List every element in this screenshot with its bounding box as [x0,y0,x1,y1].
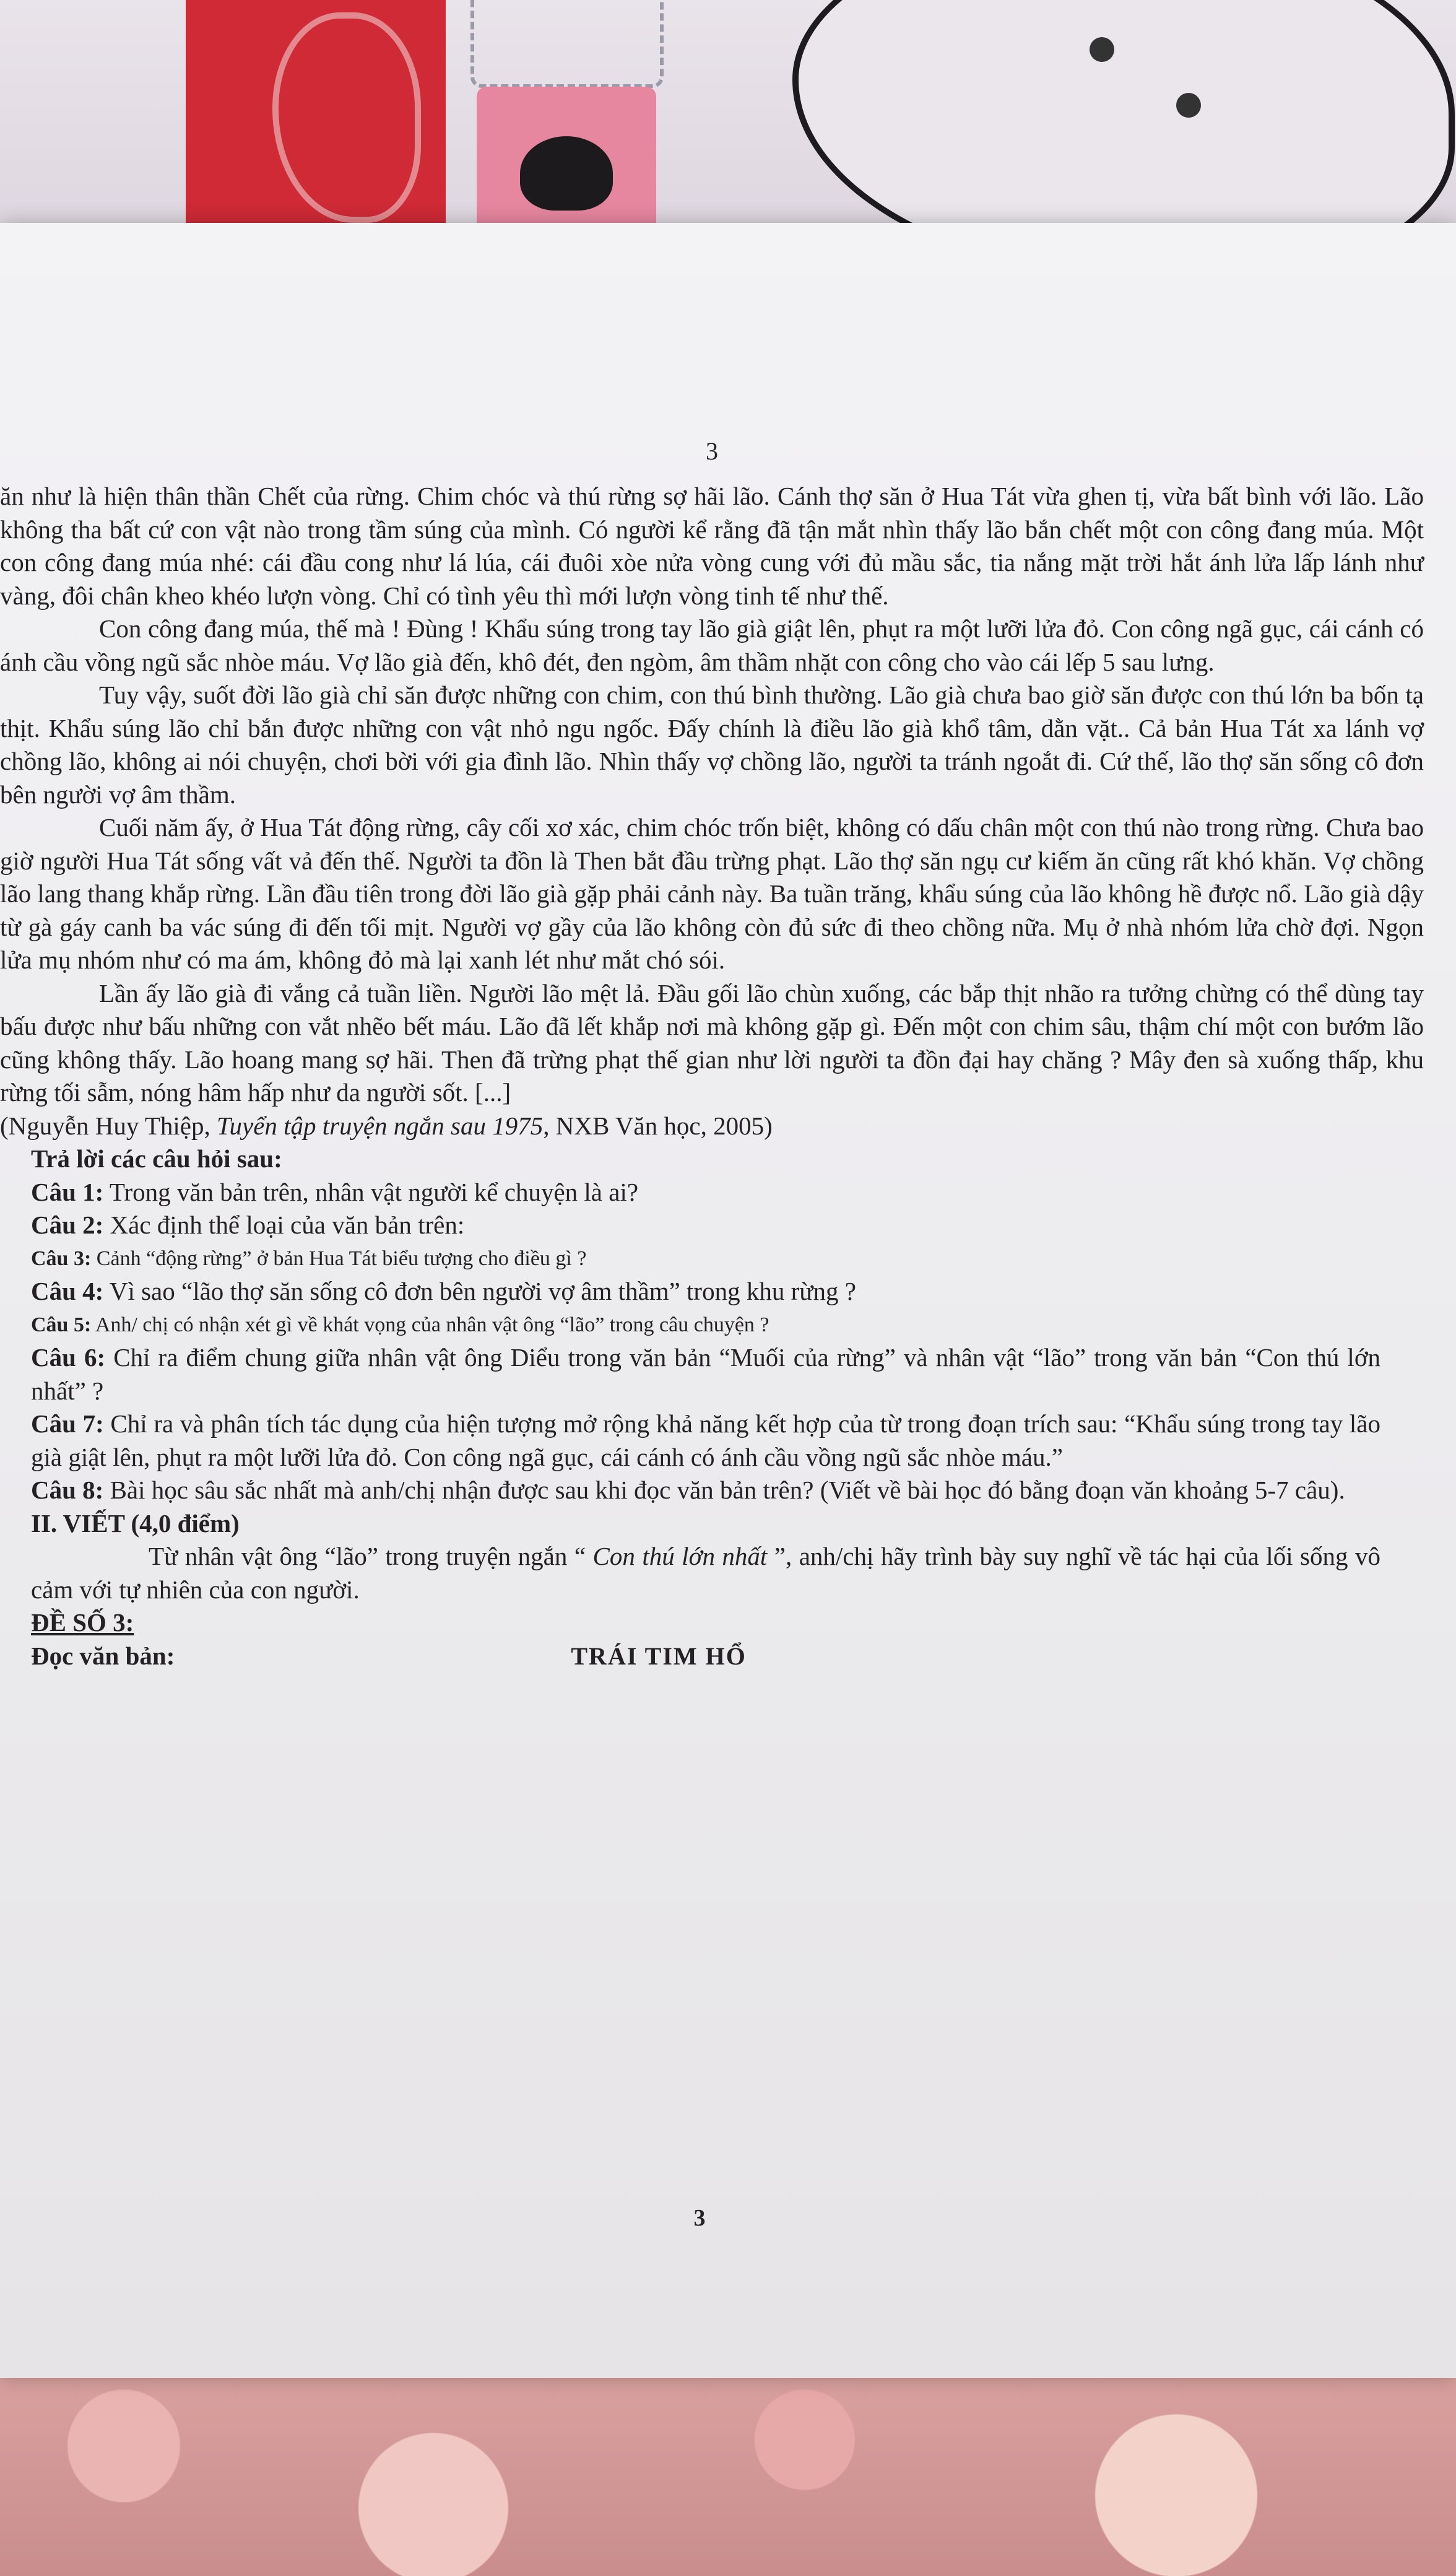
question-2 [0,1209,1424,1242]
question-3 [0,1242,1424,1276]
question-text: Vì sao “lão thợ săn sống cô đơn bên người vợ âm thầm” trong khu rừng ? [103,1277,856,1305]
document-page [0,223,1456,2378]
writing-prompt-before: Từ nhân vật ông “lão” trong truyện ngắn “ [149,1542,593,1570]
question-5 [0,1308,1424,1342]
reading-title: TRÁI TIM HỔ [571,1642,747,1670]
red-box [186,0,446,260]
passage-paragraph-4: Cuối năm ấy, ở Hua Tát động rừng, cây cối xơ xác, chim chóc trốn biệt, không có dấu chân một con thú nào trong rừng. Chưa bao giờ người Hua Tát sống vất vả đến thế. Người ta đồn là Then bắt đầu trừng phạt. Lão thợ săn ngụ cư kiếm ăn cũng rất khó khăn. Vợ chồng lão lang thang khắp rừng. Lần đầu tiên trong đời lão già gặp phải cảnh này. Ba tuần trăng, khẩu súng của lão không hề được nổ. Lão già dậy từ gà gáy canh ba vác súng đi đến tối mịt. Người vợ gầy của lão không còn đủ sức đi theo chồng nữa. Mụ ở nhà nhóm lửa chờ đợi. Ngọn lửa mụ nhóm như có ma ám, không đỏ mà lại xanh lét như mắt chó sói. [0,813,1424,974]
passage-paragraph-2: Con công đang múa, thế mà ! Đùng ! Khẩu súng trong tay lão già giật lên, phụt ra một lưỡi lửa đỏ. Con công ngã gục, cái cánh có ánh cầu vồng ngũ sắc nhòe máu. Vợ lão già đến, khô đét, đen ngòm, âm thầm nhặt con công cho vào cái lếp 5 sau lưng. [0,614,1424,676]
writing-prompt-after: ”, anh/chị hãy trình bày suy nghĩ về tác hại của lối sống vô cảm với tự nhiên của con người. [31,1542,1380,1604]
questions-heading: Trả lời các câu hỏi sau: [31,1144,282,1173]
citation [0,1110,1424,1143]
passage-paragraph-1: ăn như là hiện thân thần Chết của rừng. Chim chóc và thú rừng sợ hãi lão. Cánh thợ săn ở Hua Tát vừa ghen tị, vừa bất bình với lão. Lão không tha bất cứ con vật nào trong tầm súng của mình. Có người kể rằng đã tận mắt nhìn thấy lão bắn chết một con công đang múa. Một con công đang múa nhé: cái đầu cong như lá lúa, cái đuôi xòe nửa vòng cung với đủ mầu sắc, tia nắng mặt trời hắt ánh lửa lấp lánh như vàng, đôi chân kheo khéo lượn vòng. Chỉ có tình yêu thì mới lượn vòng tinh tế như thế. [0,482,1424,610]
writing-heading: II. VIẾT (4,0 điểm) [31,1508,240,1538]
question-4 [0,1275,1424,1308]
citation-book: Tuyển tập truyện ngắn sau 1975 [216,1111,544,1140]
exam-label: ĐỀ SỐ 3: [31,1608,134,1637]
question-text: Anh/ chị có nhận xét gì về khát vọng của nhân vật ông “lão” trong câu chuyện ? [91,1313,769,1336]
question-label: Câu 5: [31,1313,92,1336]
question-7 [0,1408,1424,1474]
background-bottom [0,2372,1456,2576]
writing-prompt [0,1540,1424,1606]
passage-paragraph-3: Tuy vậy, suốt đời lão già chỉ săn được những con chim, con thú bình thường. Lão già chưa bao giờ săn được con thú lớn ba bốn tạ thịt. Khẩu súng lão chỉ bắn được những con vật nhỏ ngu ngốc. Đấy chính là điều lão già khổ tâm, dằn vặt.. Cả bản Hua Tát xa lánh vợ chồng lão, không ai nói chuyện, chơi bời với gia đình lão. Nhìn thấy vợ chồng lão, người ta tránh ngoắt đi. Cứ thế, lão thợ săn sống cô đơn bên người vợ âm thầm. [0,681,1424,809]
question-1 [0,1176,1424,1209]
question-label: Câu 1: [31,1177,104,1206]
question-text: Bài học sâu sắc nhất mà anh/chị nhận được sau khi đọc văn bản trên? (Viết về bài học đó bằng đoạn văn khoảng 5-7 câu). [103,1476,1345,1504]
question-label: Câu 4: [31,1277,104,1305]
reading-label: Đọc văn bản: [31,1641,175,1670]
question-label: Câu 2: [31,1211,104,1239]
pig-eye [1090,37,1114,62]
footer-page-number: 3 [693,2205,706,2231]
passage-paragraph-5: Lần ấy lão già đi vắng cả tuần liền. Người lão mệt lả. Đầu gối lão chùn xuống, các bắp thịt nhão ra tưởng chừng có thể dùng tay bấu được như bấu những con vắt nhẽo bết máu. Lão đã lết khắp nơi mà không gặp gì. Đến một con chim sâu, thậm chí một con bướm lão cũng không thấy. Lão hoang mang sợ hãi. Then đã trừng phạt thế gian như lời người ta đồn đại hay chăng ? Mây đen sà xuống thấp, khu rừng tối sẫm, nóng hâm hấp như da người sốt. [...] [0,978,1424,1107]
document-body [0,480,1424,1673]
pig-nostril [1176,93,1201,118]
cat-figure [520,136,613,211]
question-text: Trong văn bản trên, nhân vật người kể chuyện là ai? [103,1177,639,1206]
doodle-outline [470,0,664,88]
question-label: Câu 6: [31,1343,106,1372]
citation-prefix: (Nguyễn Huy Thiệp, [0,1111,217,1140]
question-label: Câu 8: [31,1476,104,1504]
page-number: 3 [706,437,718,465]
peacock-outline [272,12,421,223]
question-text: Chỉ ra và phân tích tác dụng của hiện tượng mở rộng khả năng kết hợp của từ trong đoạn trích sau: “Khẩu súng trong tay lão già giật lên, phụt ra một lưỡi lửa đỏ. Con công ngã gục, cái cánh có ánh cầu vồng ngũ sắc nhòe máu.” [31,1409,1380,1471]
question-6 [0,1341,1424,1408]
citation-suffix: , NXB Văn học, 2005) [543,1111,773,1140]
question-label: Câu 3: [31,1247,92,1270]
reading-row [0,1640,1424,1673]
question-text: Xác định thể loại của văn bản trên: [103,1211,465,1239]
question-text: Chỉ ra điểm chung giữa nhân vật ông Diểu trong văn bản “Muối của rừng” và nhân vật “lão” trong văn bản “Con thú lớn nhất” ? [31,1343,1380,1405]
question-text: Cảnh “động rừng” ở bản Hua Tát biểu tượng cho điều gì ? [91,1247,587,1270]
question-8 [0,1474,1424,1507]
writing-prompt-title: Con thú lớn nhất [592,1542,768,1570]
question-label: Câu 7: [31,1409,104,1438]
